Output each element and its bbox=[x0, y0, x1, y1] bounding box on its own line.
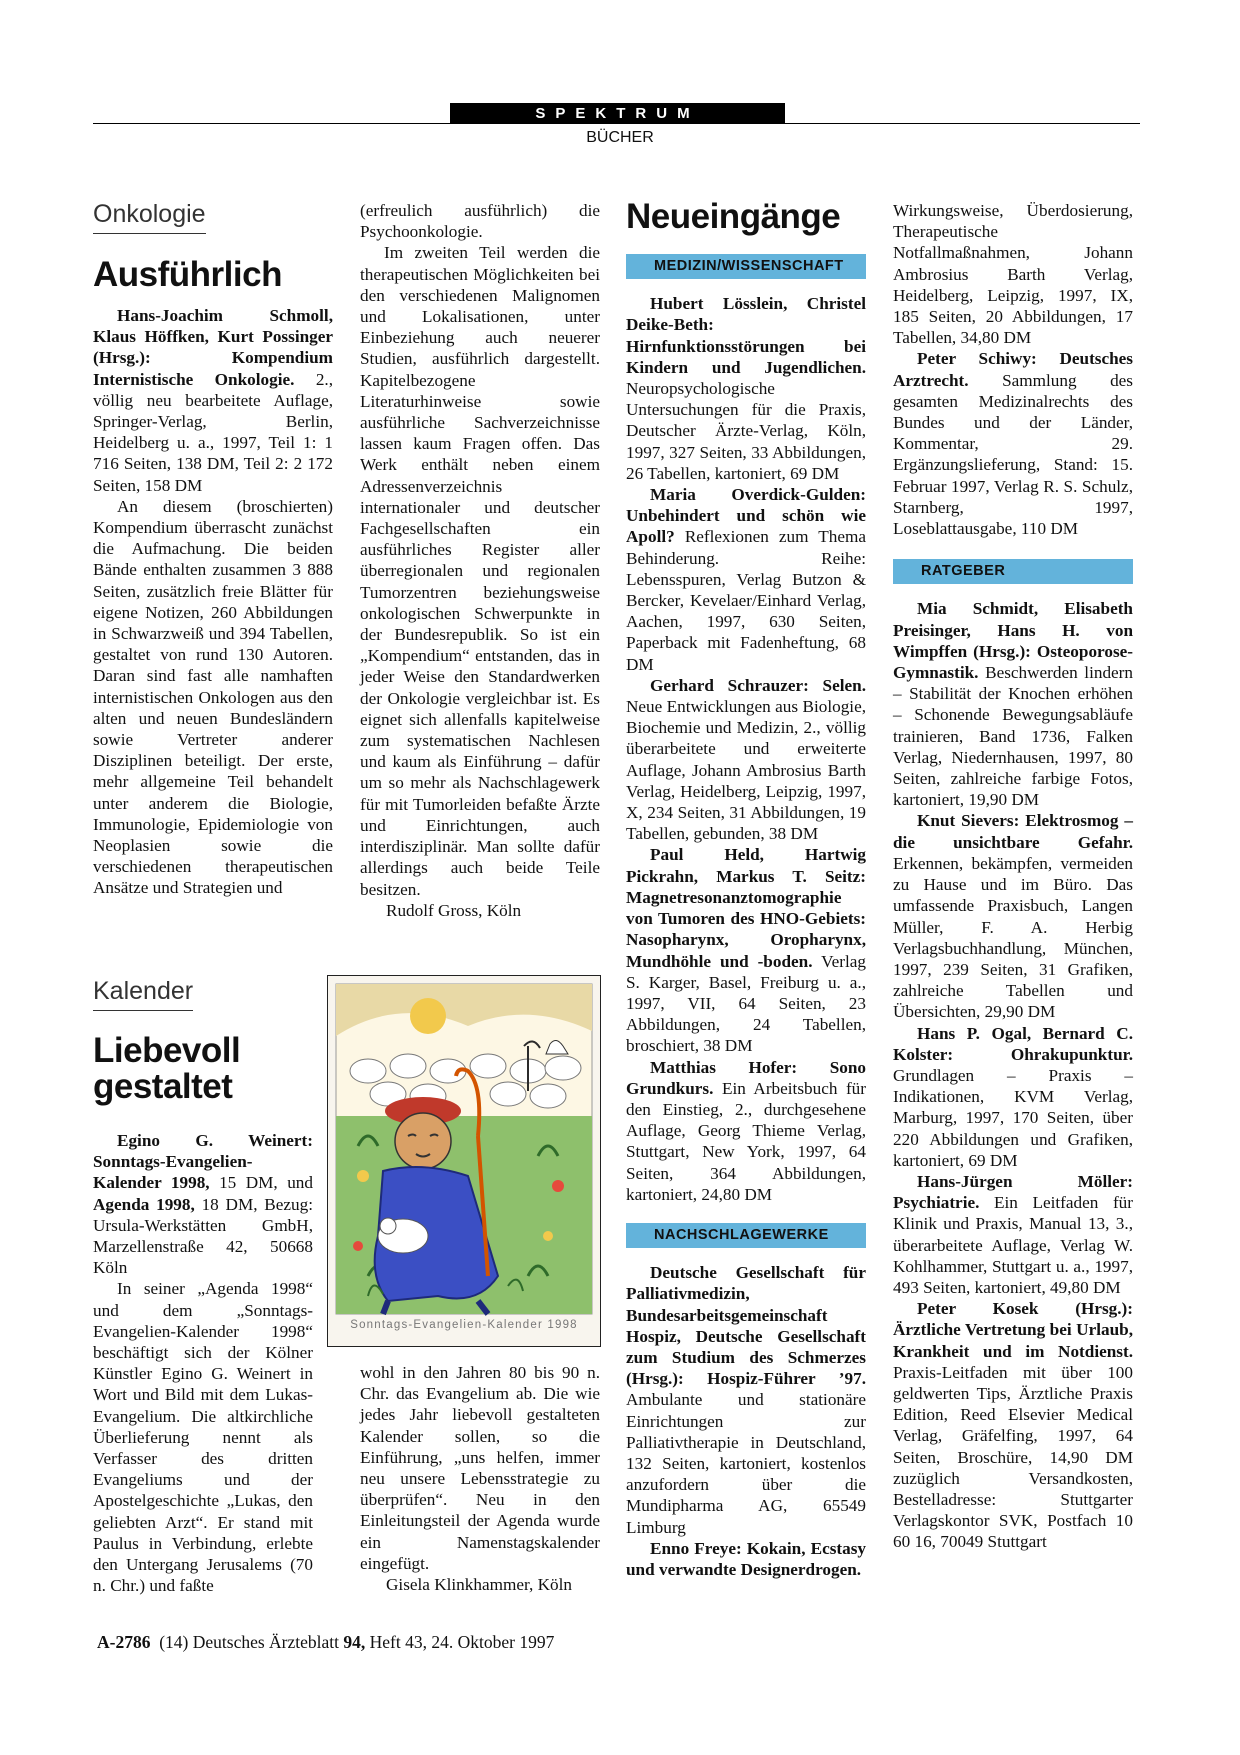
neueingaenge-column2 bbox=[893, 200, 1133, 1553]
kicker-kalender: Kalender bbox=[93, 977, 193, 1011]
section-spacer bbox=[626, 1205, 866, 1223]
headline-ausfuehrlich: Ausführlich bbox=[93, 255, 282, 294]
illustration-caption: Sonntags-Evangelien-Kalender 1998 bbox=[350, 1319, 578, 1331]
article2-body2: wohl in den Jahren 80 bis 90 n. Chr. das Evangelium ab. Die wie jedes Jahr liebevoll gestalteten Kalender sollen, so die Einführung, „uns helfen, immer neu unsere Lebensstrategie zu überprüfen“. Neu in den Einleitungsteil der Agenda wurde ein Namenstagskalender eingefügt. bbox=[360, 1363, 600, 1573]
article2-column2 bbox=[360, 1362, 600, 1595]
kicker-onkologie: Onkologie bbox=[93, 200, 206, 234]
article2-column1 bbox=[93, 1130, 313, 1596]
book-entry: Paul Held, Hartwig Pickrahn, Markus T. Seitz: Magnetresonanztomographie von Tumoren des HNO-Gebiets: Nasopharynx, Oropharynx, Mundhöhle und -boden. Verlag S. Karger, Basel, Freiburg u. a., 1997, VII, 64 Seiten, 23 Abbildungen, 24 Tabellen, broschiert, 38 DM bbox=[626, 845, 866, 1056]
calendar-artwork bbox=[328, 976, 600, 1346]
page-footer: A-2786 (14) Deutsches Ärzteblatt 94, Heft 43, 24. Oktober 1997 bbox=[97, 1632, 555, 1652]
book-entry: Matthias Hofer: Sono Grundkurs. Ein Arbeitsbuch für den Einstieg, 2., durchgesehene Auflage, Georg Thieme Verlag, Stuttgart, New York, 1997, 64 Seiten, 364 Abbildungen, kartoniert, 24,80 DM bbox=[626, 1057, 866, 1204]
page-number: A-2786 bbox=[97, 1632, 151, 1652]
book-entry: Maria Overdick-Gulden: Unbehindert und schön wie Apoll? Reflexionen zum Thema Behinderung. Reihe: Lebensspuren, Verlag Butzon & Bercker, Kevelaer/Einhard Verlag, Aachen, 1997, 630 Seiten, Paperback mit Fadenheftung, 68 DM bbox=[626, 485, 866, 674]
article1-body2: (erfreulich ausführlich) die Psychoonkologie. bbox=[360, 201, 600, 242]
section-nachschlagewerke: NACHSCHLAGEWERKE bbox=[626, 1223, 866, 1248]
book-entry: Hans-Jürgen Möller: Psychiatrie. Ein Leitfaden für Klinik und Praxis, Manual 13, 3., überarbeitete Auflage, Verlag W. Kohlhammer, Stuttgart u. a., 1997, 493 Seiten, kartoniert, 49,80 DM bbox=[893, 1171, 1133, 1297]
book-entry: Gerhard Schrauzer: Selen. Neue Entwicklungen aus Biologie, Biochemie und Medizin, 2., völlig überarbeitete und erweiterte Auflage, Johann Ambrosius Barth Verlag, Heidelberg, Leipzig, 1997, X, 234 Seiten, 31 Abbildungen, 19 Tabellen, gebunden, 38 DM bbox=[626, 675, 866, 844]
book-entry-continued: Wirkungsweise, Überdosierung, Therapeutische Notfallmaßnahmen, Johann Ambrosius Barth Verlag, Heidelberg, Leipzig, 1997, IX, 185 Seiten, 20 Abbildungen, 17 Tabellen, 34,80 DM bbox=[893, 201, 1133, 348]
book-entry: Peter Kosek (Hrsg.): Ärztliche Vertretung bei Urlaub, Krankheit und im Notdienst. Praxis-Leitfaden mit über 100 geldwerten Tips, Ärztliche Praxis Edition, Reed Elsevier Medical Verlag, Gräfelfing, 1997, 64 Seiten, Broschüre, 14,90 DM zuzüglich Versandkosten, Bestelladresse: Stuttgarter Verlagskontor SVK, Postfach 10 60 16, 70049 Stuttgart bbox=[893, 1299, 1133, 1552]
book-entry: Knut Sievers: Elektrosmog – die unsichtbare Gefahr. Erkennen, bekämpfen, vermeiden zu Hause und im Büro. Das umfassende Praxisbuch, Langen Müller, F. A. Herbig Verlagsbuchhandlung, München, 1997, 239 Seiten, 31 Grafiken, zahlreiche Tabellen und Übersichten, 29,90 DM bbox=[893, 811, 1133, 1022]
headline-neueingaenge: Neueingänge bbox=[626, 197, 841, 236]
book-entry: Enno Freye: Kokain, Ecstasy und verwandte Designerdrogen. bbox=[626, 1538, 866, 1579]
article1-author: Rudolf Gross, Köln bbox=[386, 900, 522, 920]
article1-column2 bbox=[360, 200, 600, 921]
section-bar: SPEKTRUM bbox=[450, 103, 785, 124]
article2-citation: Egino G. Weinert: Sonntags-Evangelien-Kalender 1998, 15 DM, und Agenda 1998, 18 DM, Bezug: Ursula-Werkstätten GmbH, Marzellenstraße 42, 50668 Köln bbox=[93, 1131, 313, 1278]
section-ratgeber: RATGEBER bbox=[893, 559, 1133, 584]
book-entry: Deutsche Gesellschaft für Palliativmedizin, Bundesarbeitsgemeinschaft Hospiz, Deutsche Gesellschaft zum Studium des Schmerzes (Hrsg.): Hospiz-Führer ’97. Ambulante und stationäre Einrichtungen zur Palliativtherapie in Deutschland, 132 Seiten, kartoniert, kostenlos anzufordern über die Mundipharma AG, 65549 Limburg bbox=[626, 1263, 866, 1537]
article2-author: Gisela Klinkhammer, Köln bbox=[386, 1575, 572, 1595]
book-entry: Hans P. Ogal, Bernard C. Kolster: Ohrakupunktur. Grundlagen – Praxis – Indikationen, KVM Verlag, Marburg, 1997, 170 Seiten, über 220 Abbildungen und Grafiken, kartoniert, 69 DM bbox=[893, 1023, 1133, 1170]
subsection-label: BÜCHER bbox=[586, 129, 654, 146]
article2-body1: In seiner „Agenda 1998“ und dem „Sonntags-Evangelien-Kalender 1998“ beschäftigt sich der Kölner Künstler Egino G. Weinert in Wort und Bild mit dem Lukas-Evangelium. Die altkirchliche Überlieferung nennt als Verfasser des dritten Evangeliums und der Apostelgeschichte „Lukas, den geliebten Arzt“. Er stand mit Paulus in Verbindung, erlebte den Untergang Jerusalems (70 n. Chr.) und faßte bbox=[93, 1279, 313, 1596]
headline-liebevoll: Liebevoll gestaltet bbox=[93, 1031, 241, 1106]
article1-column1 bbox=[93, 305, 333, 899]
book-entry: Mia Schmidt, Elisabeth Preisinger, Hans H. von Wimpffen (Hrsg.): Osteoporose-Gymnastik. Beschwerden lindern – Stabilität der Knochen erhöhen – Schonende Bewegungsabläufe trainieren, Band 1736, Falken Verlag, Niedernhausen, 1997, 80 Seiten, zahlreiche farbige Fotos, kartoniert, 19,90 DM bbox=[893, 599, 1133, 810]
book-entry: Peter Schiwy: Deutsches Arztrecht. Sammlung des gesamten Medizinalrechts des Bundes und der Länder, Kommentar, 29. Ergänzungslieferung, Stand: 15. Februar 1997, Verlag R. S. Schulz, Starnberg, 1997, Loseblattausgabe, 110 DM bbox=[893, 349, 1133, 539]
neueingaenge-column1 bbox=[626, 254, 866, 1580]
section-medizin-wissenschaft: MEDIZIN/WISSENSCHAFT bbox=[626, 254, 866, 279]
article1-body1: An diesem (broschierten) Kompendium überrascht zunächst die Aufmachung. Die beiden Bände enthalten zusammen 3 888 Seiten, zusätzlich freie Blätter für eigene Notizen, 260 Abbildungen in Schwarzweiß und 394 Tabellen, gestaltet von rund 130 Autoren. Daran sind fast alle namhaften internistischen Onkologen aus den alten und neuen Bundesländern sowie Vertreter anderer Disziplinen beteiligt. Der erste, mehr allgemeine Teil behandelt unter anderem die Biologie, Immunologie, Epidemiologie von Neoplasien sowie die verschiedenen therapeutischen Ansätze und Strategien und bbox=[93, 496, 333, 898]
calendar-illustration bbox=[327, 975, 601, 1347]
article1-citation: Hans-Joachim Schmoll, Klaus Höffken, Kurt Possinger (Hrsg.): Kompendium Internistische Onkologie. 2., völlig neu bearbeitete Auflage, Springer-Verlag, Berlin, Heidelberg u. a., 1997, Teil 1: 1 716 Seiten, 138 DM, Teil 2: 2 172 Seiten, 158 DM bbox=[93, 306, 333, 495]
section-spacer bbox=[893, 539, 1133, 559]
book-entry: Hubert Lösslein, Christel Deike-Beth: Hirnfunktionsstörungen bei Kindern und Jugendlichen. Neuropsychologische Untersuchungen für die Praxis, Deutscher Ärzte-Verlag, Köln, 1997, 327 Seiten, 33 Abbildungen, 26 Tabellen, kartoniert, 69 DM bbox=[626, 294, 866, 483]
article1-body3: Im zweiten Teil werden die therapeutischen Möglichkeiten bei den verschiedenen Malignomen und Lokalisationen, unter Einbeziehung auch neuerer Studien, ausführlich dargestellt. Kapitelbezogene Literaturhinweise sowie ausführliche Sachverzeichnisse lassen kaum Fragen offen. Das Werk enthält neben einem Adressenverzeichnis internationaler und deutscher Fachgesellschaften ein ausführliches Register aller überregionalen und regionalen Tumorzentren beziehungsweise onkologischen Schwerpunkte in der Bundesrepublik. So ist ein „Kompendium“ entstanden, das in jeder Weise den Standardwerken der Onkologie vergleichbar ist. Es eignet sich allenfalls kapitelweise zum systematischen Nachlesen und kaum als Einführung – dafür um so mehr als Nachschlagewerk für mit Tumorleiden befaßte Ärzte und Einrichtungen, auch interdisziplinär. Man sollte dafür allerdings auch beide Teile besitzen. bbox=[360, 243, 600, 899]
header-rule bbox=[93, 123, 1140, 124]
